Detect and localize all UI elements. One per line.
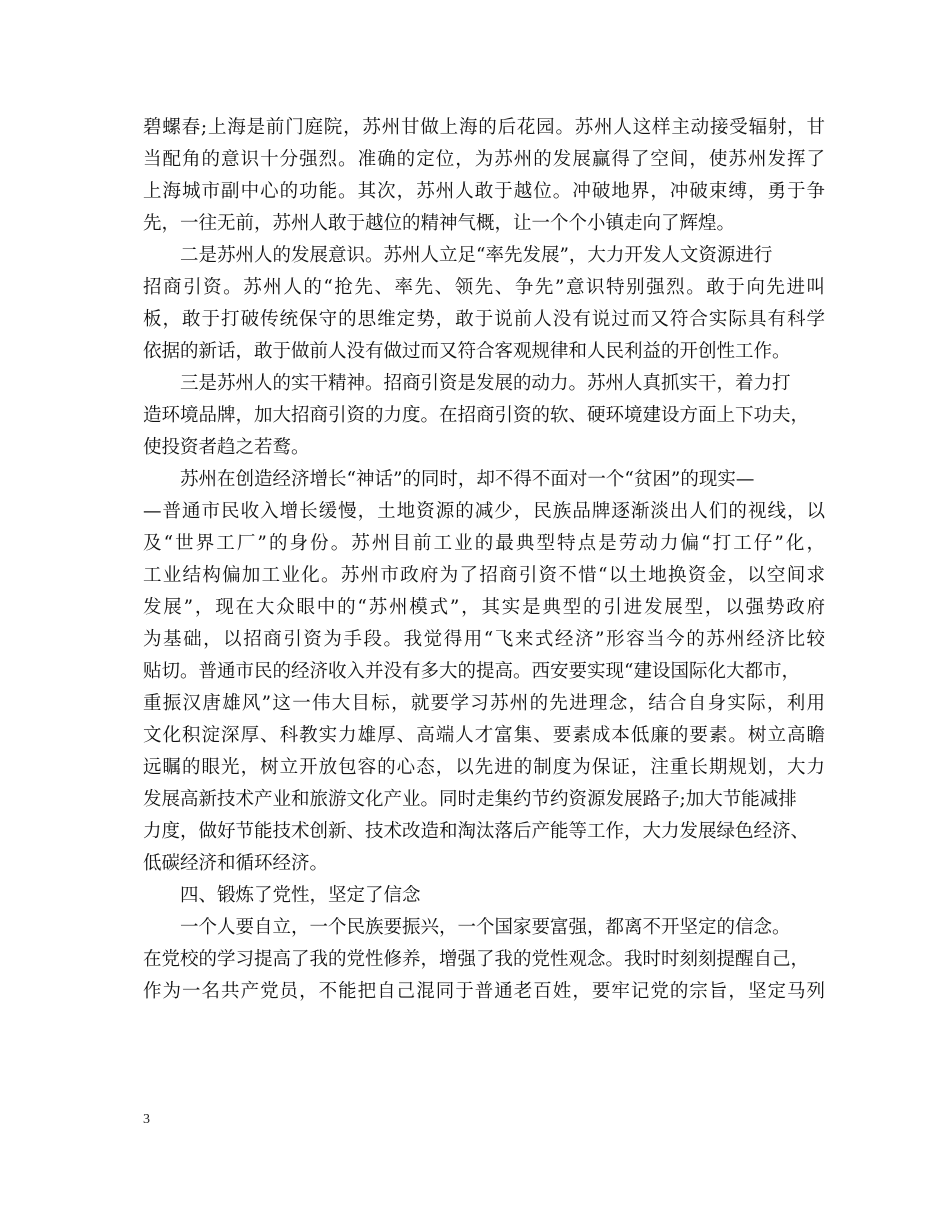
- text-line: 先，一往无前，苏州人敢于越位的精神气概，让一个个小镇走向了辉煌。: [143, 213, 736, 234]
- text-line: 上海城市副中心的功能。其次，苏州人敢于越位。冲破地界，冲破束缚，勇于争: [143, 181, 825, 202]
- text-line: —普通市民收入增长缓慢，土地资源的减少，民族品牌逐渐淡出人们的视线，以: [143, 501, 825, 522]
- text-line: 板，敢于打破传统保守的思维定势，敢于说前人没有说过而又符合实际具有科学: [143, 309, 825, 330]
- text-line: 招商引资。苏州人的“抢先、率先、领先、争先”意识特别强烈。敢于向先进叫: [143, 277, 825, 298]
- paragraph-first-line: 一个人要自立，一个民族要振兴，一个国家要富强，都离不开坚定的信念。: [180, 917, 791, 938]
- text-line: 在党校的学习提高了我的党性修养，增强了我的党性观念。我时时刻刻提醒自己，: [143, 949, 810, 970]
- text-line: 贴切。普通市民的经济收入并没有多大的提高。西安要实现“建设国际化大都市，: [143, 661, 800, 682]
- paragraph-first-line: 苏州在创造经济增长“神话”的同时，却不得不面对一个“贫困”的现实—: [180, 469, 755, 490]
- paragraph-first-line: 三是苏州人的实干精神。招商引资是发展的动力。苏州人真抓实干，着力打: [180, 373, 791, 394]
- text-line: 作为一名共产党员，不能把自己混同于普通老百姓，要牢记党的宗旨，坚定马列: [143, 981, 825, 1002]
- text-line: 文化积淀深厚、科教实力雄厚、高端人才富集、要素成本低廉的要素。树立高瞻: [143, 725, 825, 746]
- text-line: 重振汉唐雄风”这一伟大目标，就要学习苏州的先进理念，结合自身实际，利用: [143, 693, 825, 714]
- text-line: 远瞩的眼光，树立开放包容的心态，以先进的制度为保证，注重长期规划，大力: [143, 757, 825, 778]
- text-line: 低碳经济和循环经济。: [143, 853, 329, 874]
- text-line: 使投资者趋之若鹜。: [143, 437, 310, 458]
- paragraph-first-line: 二是苏州人的发展意识。苏州人立足“率先发展”，大力开发人文资源进行: [180, 245, 773, 266]
- text-line: 碧螺春;上海是前门庭院，苏州甘做上海的后花园。苏州人这样主动接受辐射，甘: [143, 117, 825, 138]
- text-line: 发展高新技术产业和旅游文化产业。同时走集约节约资源发展路子;加大节能减排: [143, 789, 797, 810]
- text-line: 依据的新话，敢于做前人没有做过而又符合客观规律和人民利益的开创性工作。: [143, 341, 791, 362]
- text-line: 造环境品牌，加大招商引资的力度。在招商引资的软、硬环境建设方面上下功夫，: [143, 405, 810, 426]
- section-heading: 四、锻炼了党性，坚定了信念: [180, 885, 421, 906]
- text-line: 当配角的意识十分强烈。准确的定位，为苏州的发展赢得了空间，使苏州发挥了: [143, 149, 825, 170]
- text-line: 工业结构偏加工业化。苏州市政府为了招商引资不惜“以土地换资金，以空间求: [143, 565, 825, 586]
- text-line: 为基础，以招商引资为手段。我觉得用“飞来式经济”形容当今的苏州经济比较: [143, 629, 825, 650]
- page-number: 3: [143, 1112, 150, 1127]
- text-line: 发展”，现在大众眼中的“苏州模式”，其实是典型的引进发展型，以强势政府: [143, 597, 825, 618]
- text-line: 及“世界工厂”的身份。苏州目前工业的最典型特点是劳动力偏“打工仔”化，: [143, 533, 825, 554]
- text-line: 力度，做好节能技术创新、技术改造和淘汰落后产能等工作，大力发展绿色经济、: [143, 821, 810, 842]
